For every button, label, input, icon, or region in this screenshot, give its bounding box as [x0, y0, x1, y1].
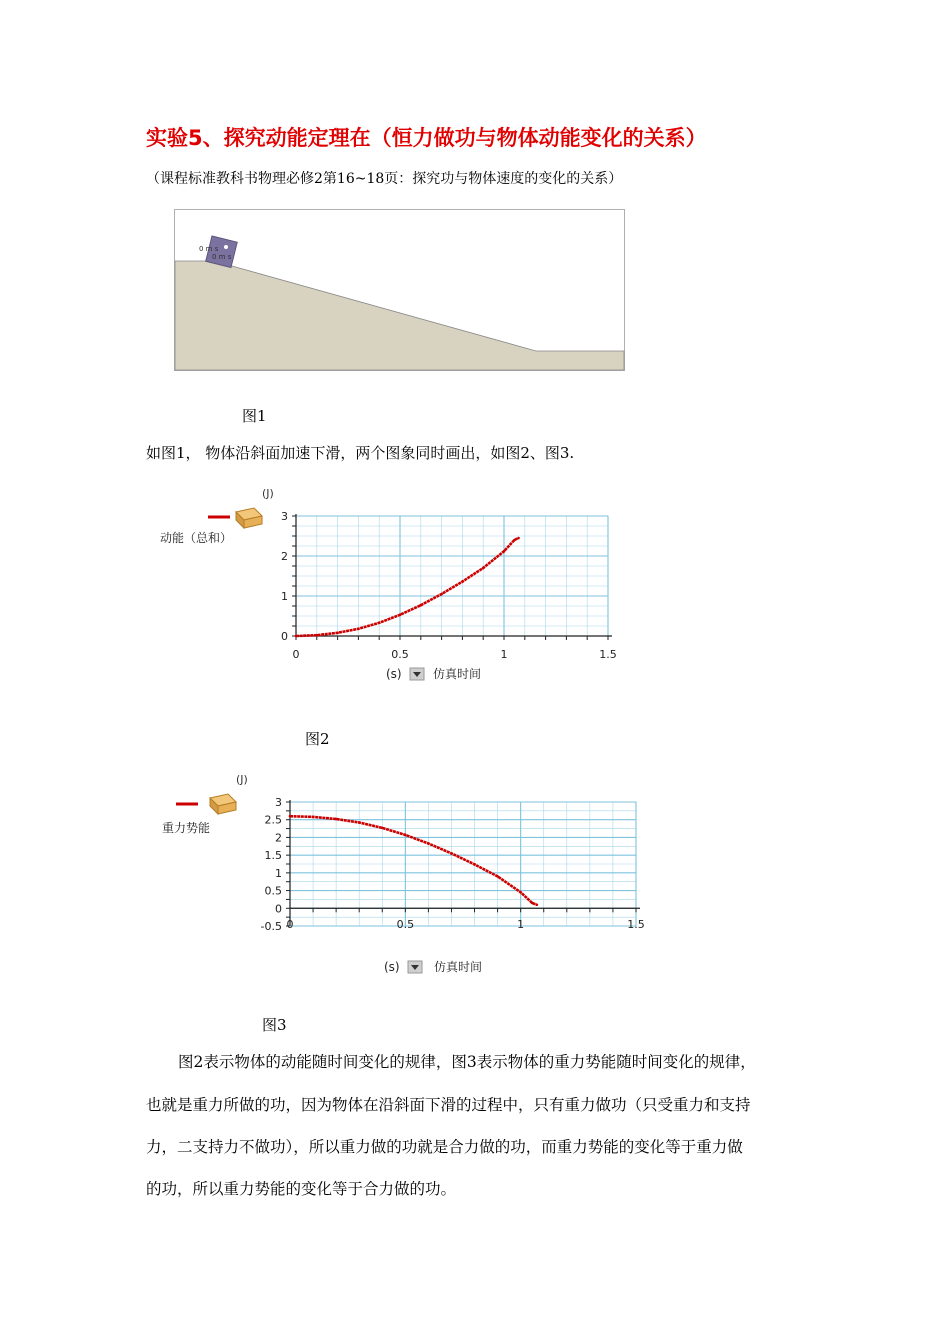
block-marker-icon: [224, 245, 228, 249]
c1-y-tick-label: 2: [281, 550, 288, 563]
c2-y-tick-label: -0.5: [260, 920, 282, 933]
c2-y-tick-label: 2.5: [264, 813, 282, 827]
figure-3-chart: [150, 768, 650, 980]
block-velocity-label-1: 0 m s: [199, 245, 219, 253]
figure-2-chart: [150, 480, 630, 690]
c2-data-point: [358, 821, 361, 824]
c2-data-point: [289, 815, 292, 818]
c2-data-point: [404, 834, 407, 837]
body-line-1: 图2表示物体的动能随时间变化的规律，图3表示物体的重力势能随时间变化的规律，: [178, 1053, 756, 1071]
chart1-ylabel: (J): [262, 487, 274, 500]
page-title: 实验5、探究动能定理在（恒力做功与物体动能变化的关系）: [146, 126, 707, 150]
c2-data-point: [450, 852, 453, 855]
figure-2-caption: 图2: [305, 730, 330, 748]
c1-data-point: [357, 628, 360, 631]
chart2-legend-label: 重力势能: [162, 821, 211, 835]
chart2-ylabel: (J): [236, 773, 248, 786]
c2-data-point: [519, 891, 522, 894]
body-line-2: 也就是重力所做的功，因为物体在沿斜面下滑的过程中，只有重力做功（只受重力和支持: [146, 1096, 751, 1114]
c1-data-point: [461, 580, 464, 583]
c2-data-point: [312, 816, 315, 819]
c2-y-tick-label: 1: [275, 866, 282, 880]
c2-y-tick-label: 1.5: [264, 849, 282, 863]
c1-x-tick-label: 1: [500, 648, 508, 661]
block-velocity-label-2: 0 m s: [212, 253, 232, 261]
c2-x-tick-label: 1.5: [627, 918, 645, 931]
c2-x-tick-label: 0.5: [396, 918, 415, 931]
page-subtitle: （课程标准教科书物理必修2第16~18页：探究功与物体速度的变化的关系）: [146, 171, 623, 187]
intro-text: 如图1， 物体沿斜面加速下滑，两个图象同时画出，如图2、图3.: [146, 444, 575, 462]
c2-y-tick-label: 0.5: [264, 884, 282, 898]
chart1-xaxis-menu-label: 仿真时间: [433, 667, 482, 681]
chart2-xlabel: (s): [384, 960, 400, 974]
c2-y-tick-label: 0: [275, 902, 282, 916]
c1-data-point: [316, 634, 319, 637]
c2-data-point: [473, 863, 476, 866]
body-line-3: 力，二支持力不做功），所以重力做的功就是合力做的功，而重力势能的变化等于重力做: [146, 1138, 743, 1156]
c2-data-point: [496, 875, 499, 878]
c1-x-tick-label: 0: [292, 648, 300, 661]
c2-data-point: [381, 827, 384, 830]
c2-y-tick-label: 2: [275, 831, 282, 845]
c2-x-tick-label: 0: [286, 918, 294, 931]
c1-y-tick-label: 1: [281, 590, 288, 603]
chart1-grid: [296, 516, 608, 636]
c1-data-point: [517, 537, 520, 540]
chart1-legend-block-icon: [236, 508, 262, 528]
c1-y-tick-label: 0: [281, 630, 288, 643]
body-line-4: 的功，所以重力势能的变化等于合力做的功。: [146, 1180, 457, 1198]
chart1-legend-label: 动能（总和）: [160, 531, 233, 545]
c1-data-point: [378, 622, 381, 625]
c2-data-point: [531, 902, 534, 905]
chart2-legend-block-icon: [210, 794, 236, 814]
c2-data-point: [335, 818, 338, 821]
c1-x-tick-label: 0.5: [391, 648, 409, 661]
figure-1-caption: 图1: [242, 407, 267, 425]
c1-data-point: [482, 567, 485, 570]
c2-y-tick-label: 3: [275, 796, 282, 809]
c1-x-tick-label: 1.5: [599, 648, 617, 661]
c1-data-point: [420, 604, 423, 607]
c1-data-point: [399, 614, 402, 617]
c1-data-point: [336, 632, 339, 635]
figure-1-incline: [174, 209, 626, 372]
c1-data-point: [503, 550, 506, 553]
c1-y-tick-label: 3: [281, 510, 288, 523]
c2-data-point: [427, 842, 430, 845]
c2-data-point: [536, 903, 539, 906]
chart2-xaxis-menu-label: 仿真时间: [434, 960, 483, 974]
c1-data-point: [295, 635, 298, 638]
c1-data-point: [513, 539, 516, 542]
figure-3-caption: 图3: [262, 1016, 287, 1034]
chart1-xlabel: (s): [386, 667, 402, 681]
c2-x-tick-label: 1: [517, 918, 525, 931]
c1-data-point: [440, 593, 443, 596]
